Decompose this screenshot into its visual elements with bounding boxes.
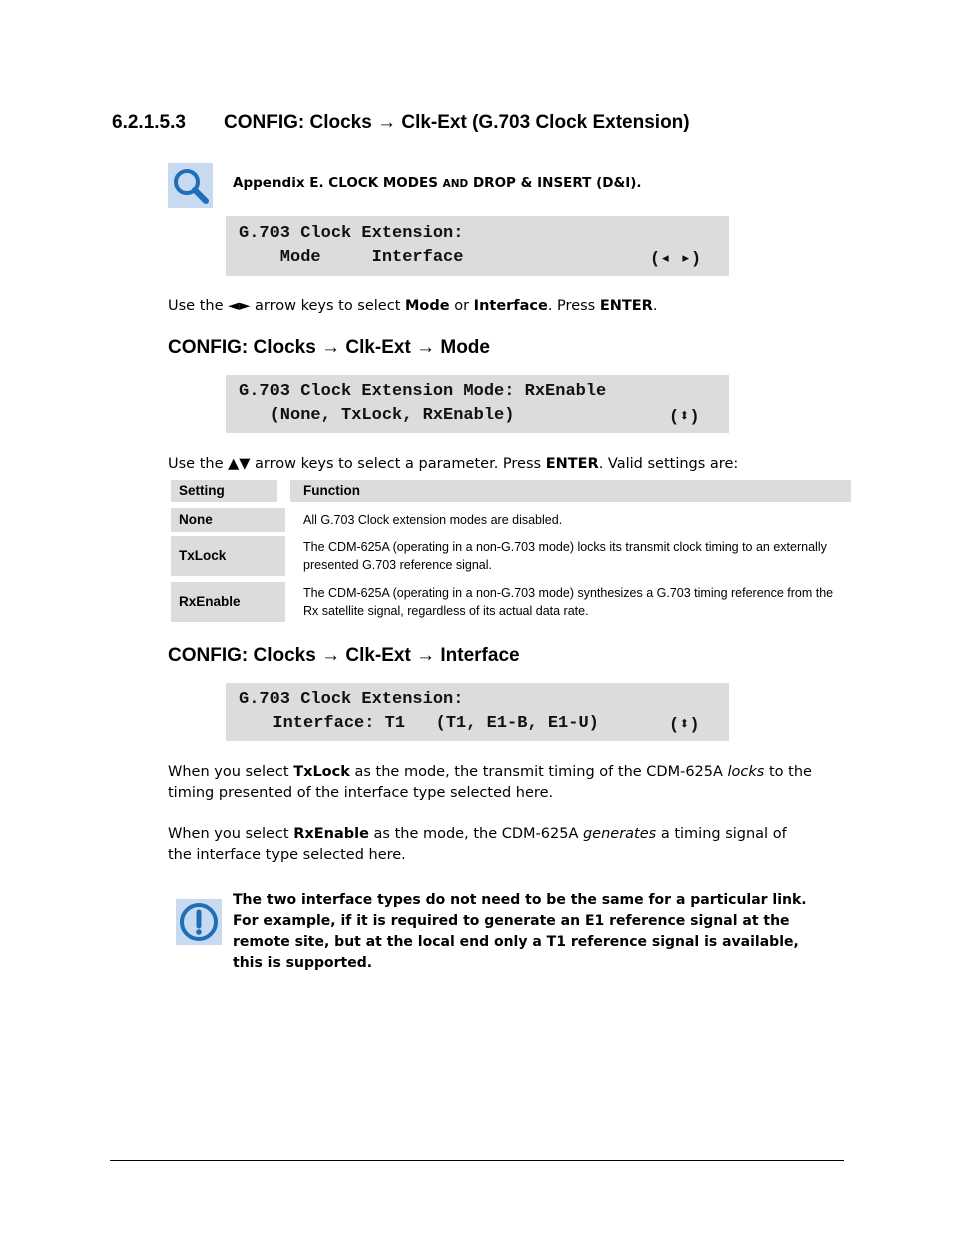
- lcd-display-clock-extension: [226, 216, 729, 276]
- lcd-display-interface: [226, 683, 729, 741]
- up-down-arrows-icon: (⬍): [669, 716, 700, 735]
- lcd-line-2: Mode Interface: [239, 248, 464, 267]
- table-row: [168, 508, 851, 538]
- section-number: 6.2.1.5.3: [112, 112, 186, 133]
- appendix-reference[interactable]: Appendix E. CLOCK MODES AND DROP & INSERT (D&I).: [233, 175, 642, 191]
- lcd-line-1: G.703 Clock Extension Mode: RxEnable: [239, 382, 607, 401]
- lcd-line-1: G.703 Clock Extension:: [239, 690, 464, 709]
- mode-heading: CONFIG: Clocks → Clk-Ext → Mode: [168, 337, 490, 358]
- table-row: [168, 536, 851, 580]
- rxenable-explanation: When you select RxEnable as the mode, the CDM-625A generates a timing signal of the interface type selected here.: [168, 826, 787, 863]
- table-row: [168, 582, 851, 626]
- lcd-line-1: G.703 Clock Extension:: [239, 224, 464, 243]
- lcd-display-mode: [226, 375, 729, 433]
- txlock-explanation: When you select TxLock as the mode, the transmit timing of the CDM-625A locks to the timing presented of the interface type selected here.: [168, 764, 812, 801]
- section-heading: [112, 112, 690, 134]
- function-cell: The CDM-625A (operating in a non-G.703 mode) locks its transmit clock timing to an externally presented G.703 reference signal.: [303, 540, 827, 572]
- note-text: The two interface types do not need to be the same for a particular link. For example, if it is required to generate an E1 reference signal at the remote site, but at the local end only a T1 reference signal is available, this is supported.: [233, 892, 807, 971]
- table-header-row: [168, 478, 851, 502]
- footer-divider: [110, 1160, 844, 1161]
- left-right-arrows-icon: (◂ ▸): [650, 250, 702, 269]
- up-down-arrows-icon: (⬍): [669, 408, 700, 427]
- function-cell: The CDM-625A (operating in a non-G.703 mode) synthesizes a G.703 timing reference from the Rx satellite signal, regardless of its actual data rate.: [303, 586, 834, 618]
- magnifier-icon: [168, 163, 213, 208]
- setting-cell: RxEnable: [171, 582, 285, 622]
- function-cell: All G.703 Clock extension modes are disabled.: [303, 513, 563, 527]
- setting-cell: None: [171, 508, 285, 532]
- header-function: Function: [290, 480, 851, 502]
- lcd-line-2: (None, TxLock, RxEnable): [239, 406, 515, 425]
- instruction-text-1: Use the ◄► arrow keys to select Mode or Interface. Press ENTER.: [168, 298, 658, 314]
- exclamation-circle-icon: [176, 899, 222, 945]
- lcd-line-2: Interface: T1 (T1, E1-B, E1-U): [252, 714, 599, 733]
- setting-cell: TxLock: [171, 536, 285, 576]
- header-setting: Setting: [171, 480, 277, 502]
- instruction-text-2: Use the ▲▼ arrow keys to select a parameter. Press ENTER. Valid settings are:: [168, 456, 739, 472]
- interface-heading: CONFIG: Clocks → Clk-Ext → Interface: [168, 645, 520, 666]
- settings-table: [168, 478, 851, 626]
- section-title: CONFIG: Clocks → Clk-Ext (G.703 Clock Extension): [224, 112, 690, 133]
